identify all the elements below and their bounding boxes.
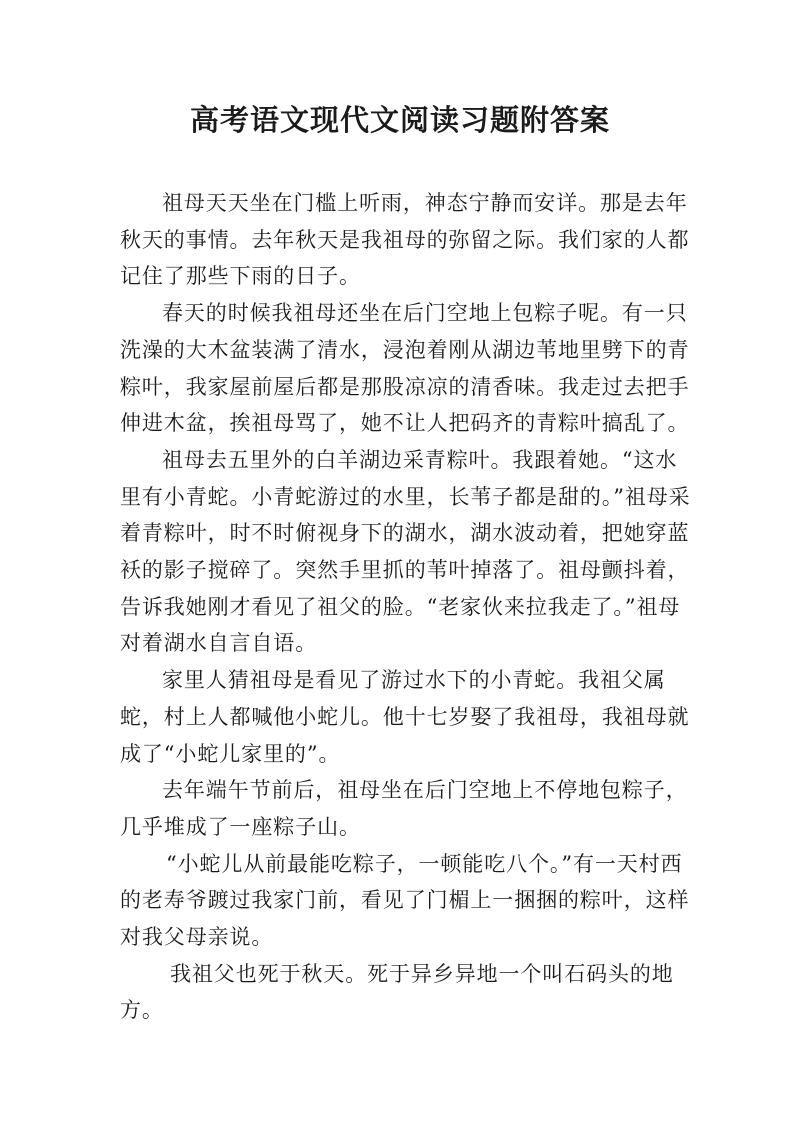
document-body	[120, 185, 696, 1029]
paragraph: 我祖父也死于秋天。死于异乡异地一个叫石码头的地方。	[120, 961, 674, 1023]
paragraph: “小蛇儿从前最能吃粽子，一顿能吃八个。”有一天村西的老寿爷踱过我家门前，看见了门楣上一捆捆的粽叶，这样对我父母亲说。	[120, 851, 690, 950]
paragraph: 祖母去五里外的白羊湖边采青粽叶。我跟着她。“这水里有小青蛇。小青蛇游过的水里，长苇子都是甜的。”祖母采着青粽叶，时不时俯视身下的湖水，湖水波动着，把她穿蓝袄的影子搅碎了。突然手里抓的苇叶掉落了。祖母颤抖着，告诉我她刚才看见了祖父的脸。“老家伙来拉我走了。”祖母对着湖水自言自语。	[120, 447, 691, 656]
paragraph: 家里人猜祖母是看见了游过水下的小青蛇。我祖父属蛇，村上人都喊他小蛇儿。他十七岁娶了我祖母，我祖母就成了“小蛇儿家里的”。	[120, 668, 690, 766]
paragraph: 祖母天天坐在门槛上听雨，神态宁静而安详。那是去年秋天的事情。去年秋天是我祖母的弥留之际。我们家的人都记住了那些下雨的日子。	[120, 191, 690, 289]
paragraph: 去年端午节前后，祖母坐在后门空地上不停地包粽子，几乎堆成了一座粽子山。	[120, 778, 688, 839]
paragraph: 春天的时候我祖母还坐在后门空地上包粽子呢。有一只洗澡的大木盆装满了清水，浸泡着刚从湖边苇地里劈下的青粽叶，我家屋前屋后都是那股凉凉的清香味。我走过去把手伸进木盆，挨祖母骂了，她不让人把码齐的青粽叶搞乱了。	[120, 301, 690, 436]
document-title: 高考语文现代文阅读习题附答案	[189, 103, 610, 137]
